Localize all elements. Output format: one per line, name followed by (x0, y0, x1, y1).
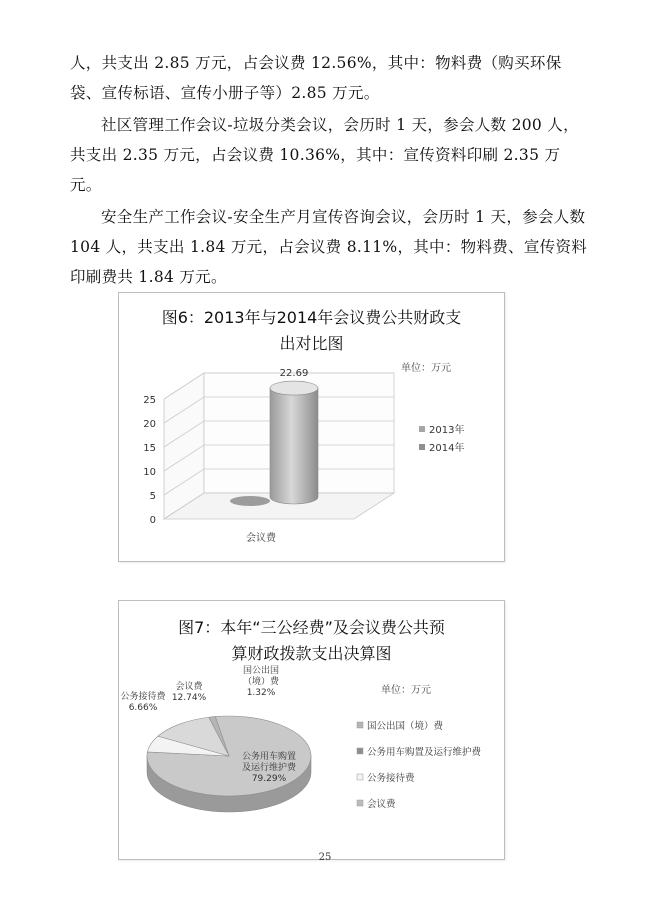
chart7-label-overseas-pct: 1.32% (246, 688, 276, 698)
chart6-legend-label: 2014年 (429, 443, 465, 454)
chart7-label-meeting: 会议费 (175, 682, 203, 692)
chart6-y-tick-label: 15 (143, 443, 156, 454)
chart7-legend-meeting: 会议费 (367, 799, 396, 810)
chart7-legend-vehicle: 公务用车购置及运行维护费 (367, 747, 482, 758)
chart6-bar-2014-top (270, 381, 318, 395)
chart6-x-tick-label: 会议费 (246, 533, 276, 544)
chart7-label-overseas-line2: （境）费 (242, 677, 280, 687)
chart6-legend-label: 2013年 (429, 425, 465, 436)
chart7-plot (119, 601, 504, 859)
chart7-legend-vehicle-swatch (357, 748, 363, 754)
chart7-label-reception: 公务接待费 (120, 692, 166, 702)
paragraph-continued: 人，共支出 2.85 万元，占会议费 12.56%，其中：物料费（购买环保袋、宣传标语、宣传小册子等）2.85 万元。 (70, 54, 562, 102)
chart7-legend-meeting-swatch (357, 800, 363, 806)
chart6-y-tick-label: 10 (143, 467, 156, 478)
chart6-y-tick-label: 5 (149, 491, 156, 502)
page-number: 25 (318, 852, 332, 863)
chart6-legend-swatch (419, 444, 425, 450)
chart6-legend-swatch (419, 426, 425, 432)
chart7-title-line1: 图7：本年“三公经费”及会议费公共预 (178, 618, 445, 637)
chart7-title-line2: 算财政拨款支出决算图 (231, 644, 392, 663)
chart7-frame (118, 600, 505, 860)
chart6-data-label: 22.69 (279, 368, 309, 380)
chart7-unit: 单位：万元 (381, 685, 431, 696)
chart7-legend-reception: 公务接待费 (367, 773, 415, 784)
chart6-unit: 单位：万元 (401, 363, 451, 374)
chart6-y-tick-label: 25 (143, 395, 156, 406)
chart6-plot (119, 293, 504, 561)
chart6-y-tick-label: 0 (149, 515, 156, 526)
chart7-label-overseas: 国公出国 (242, 666, 280, 676)
chart6-title-line1: 图6：2013年与2014年会议费公共财政支 (161, 308, 462, 327)
chart6-y-tick-label: 20 (143, 419, 156, 430)
chart7-label-vehicle-pct: 79.29% (251, 774, 287, 784)
chart7-label-vehicle: 公务用车购置 (241, 752, 297, 762)
chart7-label-vehicle-line2: 及运行维护费 (241, 763, 297, 773)
chart6-title-line2: 出对比图 (279, 334, 344, 353)
chart6-frame (118, 292, 505, 562)
chart7-legend-reception-swatch (357, 774, 363, 780)
chart7-label-meeting-pct: 12.74% (171, 693, 207, 703)
chart6-bar-2014 (270, 388, 318, 504)
chart7-label-reception-pct: 6.66% (128, 703, 158, 713)
paragraph-community-meeting: 社区管理工作会议-垃圾分类会议，会历时 1 天，参会人数 200 人，共支出 2.35 万元，占会议费 10.36%，其中：宣传资料印刷 2.35 万元。 (70, 116, 579, 194)
chart6-bar-2013 (230, 496, 270, 506)
chart7-legend-overseas-swatch (357, 722, 363, 728)
chart7-legend-overseas: 国公出国（境）费 (367, 721, 444, 732)
paragraph-safety-meeting: 安全生产工作会议-安全生产月宣传咨询会议，会历时 1 天，参会人数 104 人，共支出 1.84 万元，占会议费 8.11%，其中：物料费、宣传资料印刷费共 1.84 万元。 (70, 208, 588, 286)
